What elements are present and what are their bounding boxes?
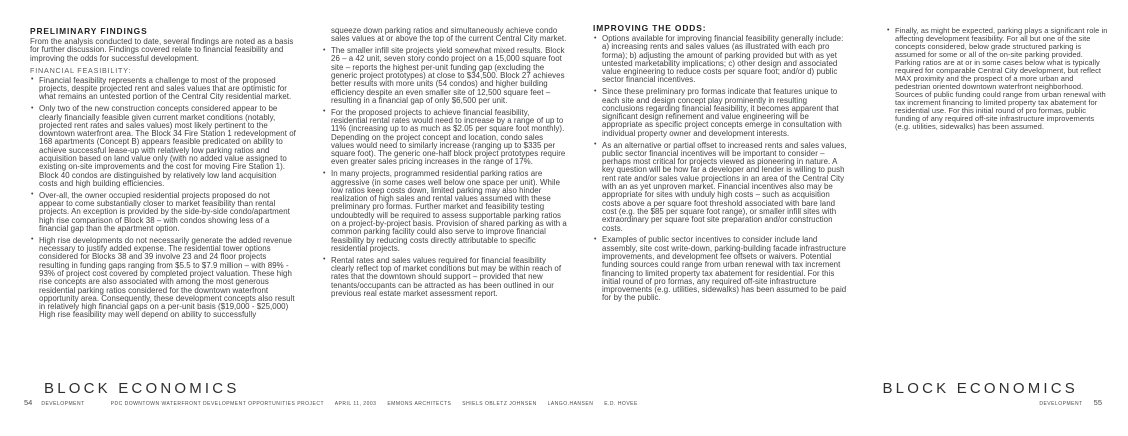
project-credits — [111, 401, 647, 407]
bullet-text: For the proposed projects to achieve financial feasibility, residential rental rates would need to increase by a range of up to 11% (increasing up to as much as $2.05 per square foot monthly). Depending on the project concept and location, condo sales values would need to similarly increase (ranging up to $335 per square foot). The generic one-half block project prototypes require even greater sales pricing increases in the range of 17%. — [331, 107, 566, 167]
bullet-item — [322, 47, 568, 105]
right-footer-meta-row — [882, 398, 1102, 407]
bullet-item — [30, 105, 296, 188]
bullet-text: Options available for improving financial feasibility generally include: a) increasing rents and sales values (as illustrated with each pro forma); b) adjusting the amount of parking provided but with as yet untested marketability implications; c) other design and associated value engineering to reduce costs per square foot; and/or d) public sector financial incentives. — [602, 34, 844, 85]
left-page-column-1 — [30, 27, 296, 323]
bullet-text: The smaller infill site projects yield somewhat mixed results. Block 26 – a 42 unit, seven story condo project on a 15,000 square foot site – reports the highest per-unit funding gap (excluding the generic project prototypes) at close to $34,500. Block 27 achieves better results with more units (54 condos) and higher building efficiency despite an even smaller site of 12,500 square feet – resulting in a financial gap of only $6,500 per unit. — [331, 46, 565, 105]
intro-paragraph: From the analysis conducted to date, several findings are noted as a basis for further discussion. Findings covered relate to financial feasibility and improving the odds for successful development. — [30, 37, 294, 63]
section-label: DEVELOPMENT — [1039, 401, 1083, 407]
left-page-column-2 — [322, 27, 568, 302]
improving-the-odds-heading: IMPROVING THE ODDS: — [593, 23, 707, 33]
bullet-icon: • — [887, 26, 890, 34]
bullet-item — [593, 236, 847, 302]
credit-consultant-1: SHIELS OBLETZ JOHNSEN — [462, 401, 537, 407]
bullet-text: Rental rates and sales values required for financial feasibility clearly reflect top of market conditions but may be within reach of rates that the downtown should support – provided that new tenants/occupants can be attracted as has been outlined in our previous real estate market assessment report. — [331, 255, 562, 298]
bullet-icon: • — [31, 104, 34, 112]
bullet-item — [322, 170, 568, 253]
right-page-footer — [882, 381, 1102, 407]
bullet-item — [322, 257, 568, 298]
bullet-icon: • — [31, 191, 34, 199]
page-number-right: 55 — [1093, 398, 1102, 407]
page-number-left: 54 — [24, 398, 33, 407]
credit-project: PDC DOWNTOWN WATERFRONT DEVELOPMENT OPPORTUNITIES PROJECT — [110, 401, 325, 407]
bullet-item — [30, 192, 296, 233]
preliminary-findings-heading: PRELIMINARY FINDINGS — [30, 26, 148, 36]
credit-consultant-2: LANGO.HANSEN — [547, 401, 594, 407]
bullet-icon: • — [594, 235, 597, 243]
section-label: DEVELOPMENT — [41, 401, 85, 407]
credit-architects: EMMONS ARCHITECTS — [387, 401, 452, 407]
bullet-text: Over-all, the owner occupied residential projects proposed do not appear to come substantially closer to market feasibility than rental projects. An exception is provided by the side-by-side condo/apartment high rise comparison of Block 38 – with condos showing less of a financial gap than the apartment option. — [39, 190, 290, 233]
right-page-column-1 — [593, 24, 847, 306]
bullet-item — [593, 88, 847, 138]
bullet-icon: • — [594, 87, 597, 95]
bullet-text: Only two of the new construction concepts considered appear to be clearly financially feasible given current market conditions (notably, projected rent rates and sales values) most likely pertinent to the downtown waterfront area. The Block 34 Fire Station 1 redevelopment of 168 apartments (Concept B) appears feasible predicated on ability to achieve successful lease-up with relatively low parking ratios and acquisition based on land value only (with no added value assigned to existing on-site improvements and the cost for moving Fire Station 1). Block 40 condos are distinguished by relatively low land acquisition costs and high building efficiencies. — [39, 104, 296, 188]
bullet-icon: • — [594, 34, 597, 42]
right-page-column-2 — [886, 27, 1110, 135]
bullet-item — [322, 109, 568, 167]
bullet-text: High rise developments do not necessarily generate the added revenue necessary to justify added expense. The residential tower options considered for Blocks 38 and 39 involve 23 and 24 floor projects resulting in funding gaps ranging from $5.5 to $7.9 million – with 89% - 93% of project cost covered by completed project valuation. These high rise concepts are also associated with among the most generous residential parking ratios considered for the downtown waterfront opportunity area. Consequently, these development concepts also result in relatively high financial gaps on a per-unit basis ($19,000 - $25,000) High rise feasibility may well depend on ability to successfully — [39, 235, 295, 320]
credit-date: APRIL 11, 2003 — [334, 401, 377, 407]
bullet-text: In many projects, programmed residential parking ratios are aggressive (in some cases well below one space per unit). While low ratios keep costs down, limited parking may also hinder realization of high sales and rental values assumed with these preliminary pro formas. Further market and feasibility testing undoubtedly will be required to assess supportable parking ratios on a project-by-project basis. Provision of shared parking as with a common parking facility could also serve to improve financial feasibility by reducing costs directly attributable to specific residential projects. — [331, 169, 567, 253]
bullet-icon: • — [31, 236, 34, 244]
bullet-icon: • — [323, 256, 326, 264]
bullet-text: Examples of public sector incentives to consider include land assembly, site cost write-down, parking-building facade infrastructure improvements, and development fee offsets or waivers. Potential funding sources could range from urban renewal with tax increment financing to limited property tax abatement for residential. For this initial round of pro formas, any required off-site infrastructure improvements (e.g. utilities, sidewalks) has been assumed to be paid for by the public. — [602, 235, 847, 303]
bullet-text: Financial feasibility represents a challenge to most of the proposed projects, despite projected rent and sales values that are optimistic for what remains an untested portion of the Central City residential market. — [39, 75, 292, 102]
bullet-text: Since these preliminary pro formas indicate that features unique to each site and design concept play prominently in resulting conclusions regarding financial feasibility, it becomes apparent that significant design refinement and value engineering will be appropriate as specific project concepts emerge in consultation with individual property owner and development interests. — [602, 87, 842, 138]
bullet-text: Finally, as might be expected, parking plays a significant role in affecting development feasibility. For all but one of the site concepts considered, below grade structured parking is assumed for some or all of the on-site parking provided. Parking ratios are at or in some cases below what is typically required for comparable Central City development, but reflect MAX proximity and the prospect of a more urban and pedestrian oriented downtown waterfront neighborhood. Sources of public funding could range from urban renewal with tax increment financing to limited property tax abatement for residential use. For this initial round of pro formas, public funding of any required off-site infrastructure improvements (e.g. utilities, sidewalks) has been assumed. — [895, 26, 1108, 131]
block-economics-title: BLOCK ECONOMICS — [882, 380, 1078, 397]
bullet-icon: • — [323, 108, 326, 116]
bullet-text: As an alternative or partial offset to increased rents and sales values, public sector financial incentives will be important to consider – perhaps most critical for projects viewed as pioneering in nature. A key question will be how far a developer and lender is willing to push rent rate and/or sales value projections in an area of the Central City with an as yet unproven market. Financial incentives also may be appropriate for sites with unduly high costs – such as acquisition costs above a per square foot threshold associated with bare land cost (e.g. the $85 per square foot range), or smaller infill sites with extraordinary per square foot site preparation and/or construction costs. — [602, 140, 847, 233]
bullet-item — [30, 237, 296, 320]
bullet-item — [593, 142, 847, 233]
bullet-item — [593, 35, 847, 85]
left-footer-meta-row — [24, 398, 647, 407]
bullet-icon: • — [594, 141, 597, 149]
bullet-icon: • — [323, 169, 326, 177]
bullet-icon: • — [323, 46, 326, 54]
continuation-paragraph: squeeze down parking ratios and simultaneously achieve condo sales values at or above the top of the current Central City market. — [331, 26, 567, 44]
bullet-item — [886, 27, 1110, 131]
financial-feasibility-subheading: FINANCIAL FEASIBILITY: — [30, 65, 132, 75]
bullet-item — [30, 77, 296, 102]
block-economics-title: BLOCK ECONOMICS — [44, 380, 240, 397]
bullet-icon: • — [31, 76, 34, 84]
left-page-footer — [24, 381, 647, 407]
credit-consultant-3: E.D. HOVEE — [604, 401, 638, 407]
